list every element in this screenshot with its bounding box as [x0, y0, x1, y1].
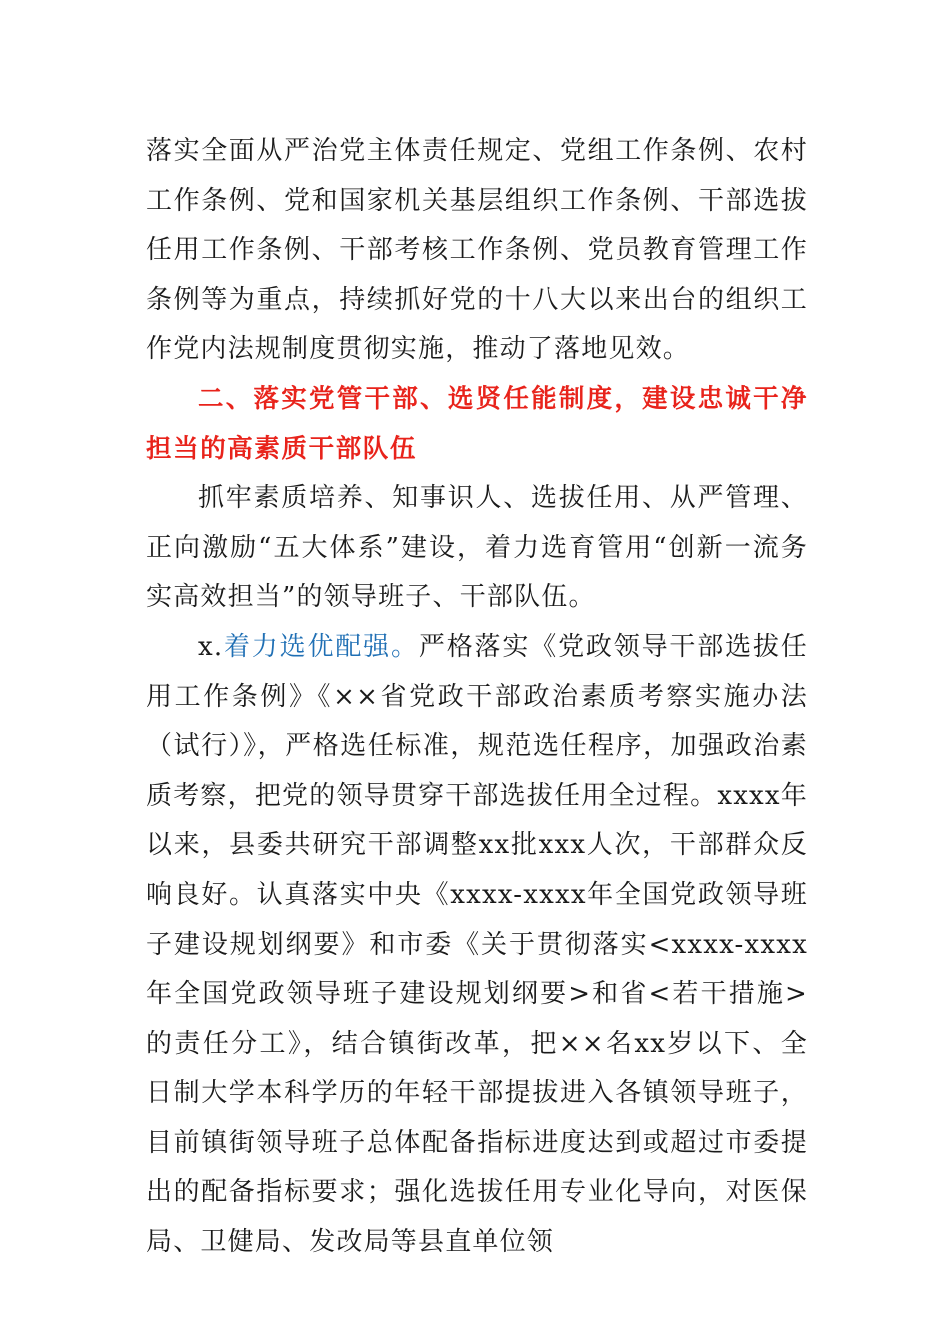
paragraph-selection-body: 严格落实《党政领导干部选拔任用工作条例》《××省党政干部政治素质考察实施办法（试行）》，严格选任标准，规范选任程序，加强政治素质考察，把党的领导贯穿干部选拔任用全过程。xxxx年以来，县委共研究干部调整xx批xxx人次，干部群众反响良好。认真落实中央《xxxx-xxxx年全国党政领导班子建设规划纲要》和市委《关于贯彻落实<xxxx-xxxx 年全国党政领导班子建设规划纲要>和省<若干措施>的责任分工》，结合镇街改革，把××名xx岁以下、全日制大学本科学历的年轻干部提拔进入各镇领导班子，目前镇街领导班子总体配备指标进度达到或超过市委提出的配备指标要求；强化选拔任用专业化导向，对医保局、卫健局、发改局等县直单位领 — [146, 631, 808, 1258]
section-heading-2: 二、落实党管干部、选贤任能制度，建设忠诚干净担当的高素质干部队伍 — [146, 383, 808, 464]
item-number: x. — [198, 631, 224, 662]
paragraph-continuation: 落实全面从严治党主体责任规定、党组工作条例、农村工作条例、党和国家机关基层组织工作条例、干部选拔任用工作条例、干部考核工作条例、党员教育管理工作条例等为重点，持续抓好党的十八大以来出台的组织工作党内法规制度贯彻实施，推动了落地见效。 — [146, 136, 808, 365]
sub-heading-label: 着力选优配强。 — [223, 631, 419, 662]
document-page — [146, 127, 808, 1268]
paragraph-selection — [146, 623, 808, 1268]
paragraph-five-systems: 抓牢素质培养、知事识人、选拔任用、从严管理、正向激励“五大体系”建设，着力选育管用“创新一流务实高效担当”的领导班子、干部队伍。 — [146, 483, 808, 613]
